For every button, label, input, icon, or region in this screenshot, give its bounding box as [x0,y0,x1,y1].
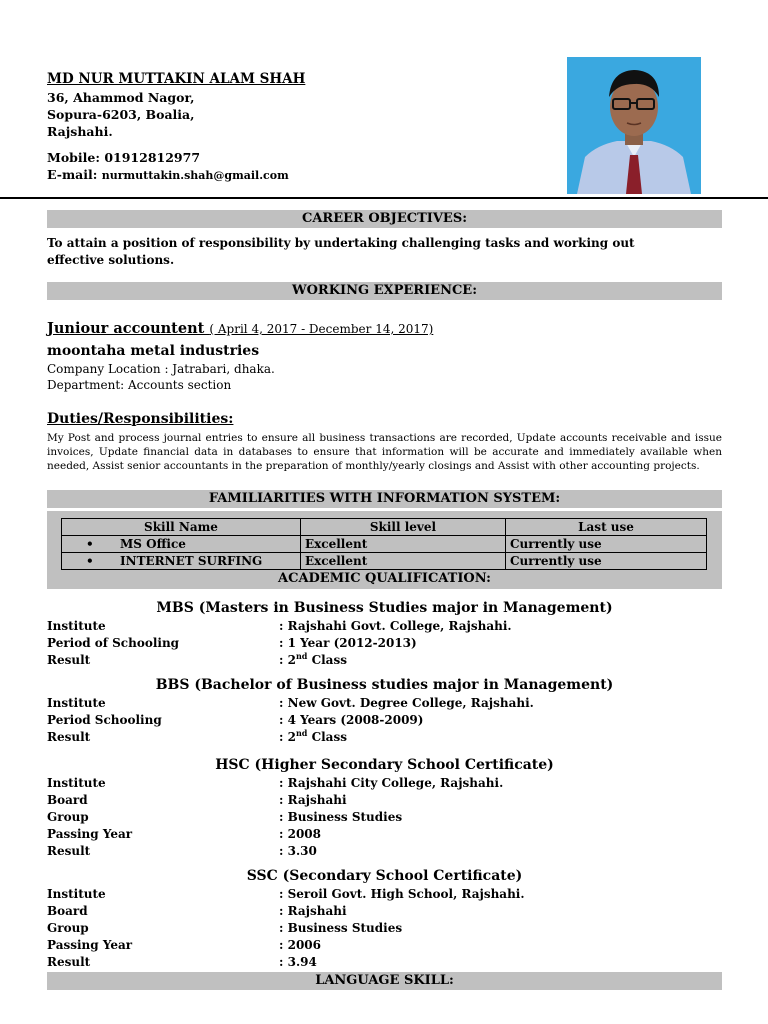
detail-value [279,729,347,746]
detail-value: : 3.30 [279,844,317,858]
detail-label: Institute [47,619,106,633]
company-location: Company Location : Jatrabari, dhaka. [47,362,275,376]
company-name: moontaha metal industries [47,343,260,359]
detail-label: Passing Year [47,938,133,952]
detail-label: Period Schooling [47,713,162,727]
familiarities-heading: FAMILIARITIES WITH INFORMATION SYSTEM: [47,490,722,508]
detail-label: Institute [47,776,106,790]
detail-row [47,903,722,920]
skill-name-cell [62,536,301,553]
detail-value: : Seroil Govt. High School, Rajshahi. [279,887,525,901]
detail-row [47,618,722,635]
hsc-title: HSC (Higher Secondary School Certificate) [215,757,554,773]
detail-label: Group [47,810,89,824]
column-header-skill-name: Skill Name [62,519,301,536]
address-line-1: 36, Ahammod Nagor, [47,90,195,105]
detail-label: Board [47,904,88,918]
detail-value: : 2008 [279,827,322,841]
detail-label: Board [47,793,88,807]
detail-row [47,954,722,971]
duties-text: My Post and process journal entries to ensure all business transactions are recorded, Update accounts receivable and issue invoices, Update financial data in databases to ensure that information will be accurate and immediately available when needed, Assist senior accountants in the preparation of monthly/yearly closings and Assist with other accounting projects. [47,432,722,472]
result-suffix: Class [307,730,347,744]
table-row [62,536,707,553]
language-skill-heading: LANGUAGE SKILL: [47,972,722,990]
ssc-title: SSC (Secondary School Certificate) [246,868,523,884]
detail-value: : Business Studies [279,921,403,935]
detail-label: Institute [47,887,106,901]
detail-value: : Rajshahi City College, Rajshahi. [279,776,504,790]
detail-label: Passing Year [47,827,133,841]
bullet-icon: • [86,537,94,551]
mobile-line [47,149,200,166]
applicant-name: MD NUR MUTTAKIN ALAM SHAH [47,71,306,87]
detail-row [47,712,722,729]
detail-row [47,809,722,826]
hsc-details [47,775,722,860]
detail-row [47,937,722,954]
address-line-2: Sopura-6203, Boalia, [47,107,195,122]
result-superscript: nd [295,728,308,738]
header-divider [0,197,768,199]
detail-value: : 3.94 [279,955,317,969]
career-objectives-text: To attain a position of responsibility by undertaking challenging tasks and working out effective solutions. [47,236,635,267]
detail-row [47,843,722,860]
skill-last-use: Currently use [506,553,707,570]
bbs-title: BBS (Bachelor of Business studies major in Management) [155,677,614,693]
detail-row [47,792,722,809]
skill-last-use: Currently use [506,536,707,553]
detail-value: : Rajshahi [279,904,347,918]
detail-row [47,826,722,843]
result-superscript: nd [295,651,308,661]
result-value: : 2 [279,653,296,667]
detail-value: : 2006 [279,938,322,952]
detail-label: Institute [47,696,106,710]
column-header-skill-level: Skill level [301,519,506,536]
job-title [47,320,433,337]
job-title-text: Juniour accountent [47,320,210,337]
skill-name: MS Office [120,537,186,551]
detail-value [279,652,347,669]
detail-value: : 4 Years (2008-2009) [279,713,424,727]
column-header-last-use: Last use [506,519,707,536]
detail-value: : New Govt. Degree College, Rajshahi. [279,696,534,710]
email-line [47,166,289,184]
detail-row [47,652,722,669]
bullet-icon: • [86,554,94,568]
detail-label: Period of Schooling [47,636,180,650]
duties-heading: Duties/Responsibilities: [47,411,234,427]
address-line-3: Rajshahi. [47,124,113,139]
detail-label: Group [47,921,89,935]
result-value: : 2 [279,730,296,744]
detail-label: Result [47,955,91,969]
mobile-label: Mobile: [47,150,105,165]
table-row [62,553,707,570]
result-suffix: Class [307,653,347,667]
detail-row [47,920,722,937]
detail-row [47,695,722,712]
ssc-details [47,886,722,971]
job-period: ( April 4, 2017 - December 14, 2017) [209,322,434,336]
detail-label: Result [47,844,91,858]
detail-value: : 1 Year (2012-2013) [279,636,417,650]
detail-row [47,886,722,903]
academic-qualification-heading: ACADEMIC QUALIFICATION: [47,571,722,589]
mobile-number: 01912812977 [104,150,201,165]
email-address: nurmuttakin.shah@gmail.com [101,169,289,182]
skill-name: INTERNET SURFING [120,554,263,568]
detail-label: Result [47,653,91,667]
detail-row [47,729,722,746]
working-experience-heading: WORKING EXPERIENCE: [47,282,722,300]
profile-photo [567,57,701,194]
detail-row [47,635,722,652]
detail-value: : Business Studies [279,810,403,824]
detail-label: Result [47,730,91,744]
skill-level: Excellent [301,553,506,570]
bbs-details [47,695,722,746]
detail-value: : Rajshahi [279,793,347,807]
department: Department: Accounts section [47,378,232,392]
skills-table [61,518,707,570]
skill-name-cell [62,553,301,570]
career-objectives-heading: CAREER OBJECTIVES: [47,210,722,228]
email-label: E-mail: [47,167,102,182]
detail-row [47,775,722,792]
detail-value: : Rajshahi Govt. College, Rajshahi. [279,619,512,633]
skills-panel [47,511,722,571]
skill-level: Excellent [301,536,506,553]
skills-header-row [62,519,707,536]
mbs-details [47,618,722,669]
mbs-title: MBS (Masters in Business Studies major in Management) [156,600,613,616]
